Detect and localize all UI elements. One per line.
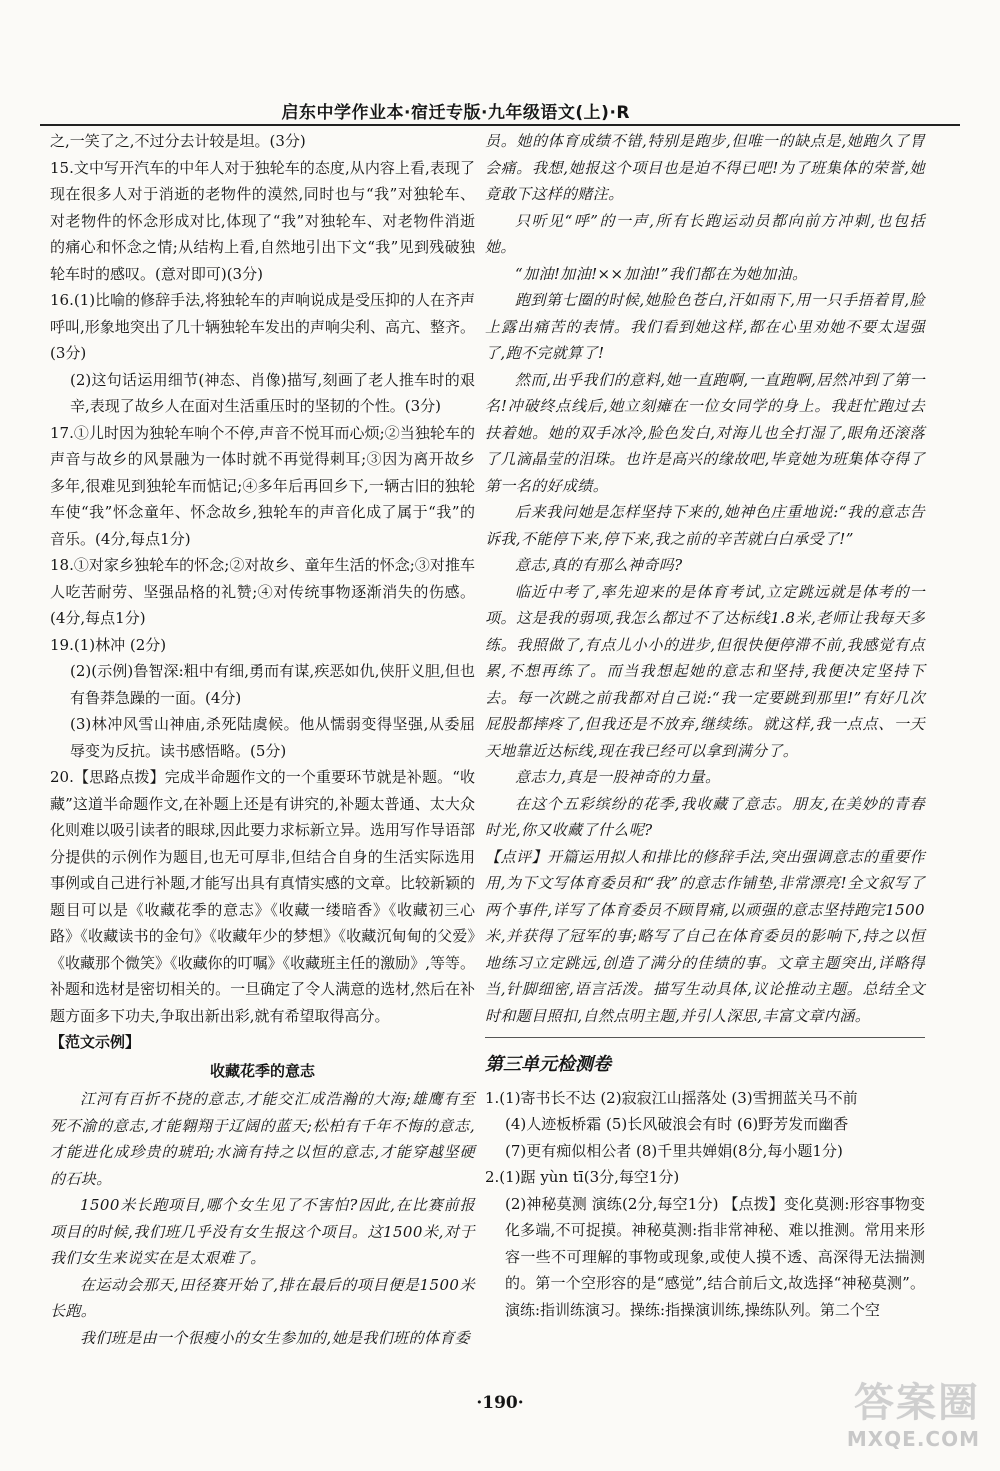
- essay-paragraph: 然而,出乎我们的意料,她一直跑啊,一直跑啊,居然冲到了第一名!冲破终点线后,她立刻瘫在一位女同学的身上。我赶忙跑过去扶着她。她的双手冰冷,脸色发白,对海儿也全打湿了,眼角还滚落了几滴晶莹的泪珠。也许是高兴的缘故吧,毕竟她为班集体夺得了第一名的好成绩。: [485, 370, 925, 495]
- essay-paragraph: 在这个五彩缤纷的花季,我收藏了意志。朋友,在美妙的青春时光,你又收藏了什么呢?: [485, 794, 925, 839]
- essay-paragraph: 我们班是由一个很瘦小的女生参加的,她是我们班的体育委: [80, 1328, 471, 1347]
- essay-paragraph: 员。她的体育成绩不错,特别是跑步,但唯一的缺点是,她跑久了胃会痛。我想,她报这个项目也是迫不得已吧!为了班集体的荣誉,她竟敢下这样的赌注。: [485, 132, 925, 203]
- section-title: 第三单元检测卷: [485, 1054, 611, 1075]
- comment: 【点评】开篇运用拟人和排比的修辞手法,突出强调意志的重要作用,为下文写体育委员和“我”的意志作铺垫,非常漂亮!全文叙写了两个事件,详写了体育委员不顾胃痛,以顽强的意志坚持跑完1500米,并获得了冠军的事;略写了自己在体育委员的影响下,持之以恒地练习立定跳远,创造了满分的佳绩的事。文章主题突出,详略得当,针脚细密,语言活泼。描写生动具体,议论推动主题。总结全文时和题目照扣,自然点明主题,并引人深思,丰富文章内涵。: [485, 847, 925, 1025]
- section3-answer: (4)人迹板桥霜 (5)长风破浪会有时 (6)野芳发而幽香: [505, 1115, 849, 1133]
- watermark-url: MXQE.COM: [846, 1427, 980, 1451]
- answer-20: 20.【思路点拨】完成半命题作文的一个重要环节就是补题。“收藏”这道半命题作文,在补题上还是有讲究的,补题太普通、太大众化则难以吸引读者的眼球,因此要力求标新立异。选用写作导语部分提供的示例作为题目,也无可厚非,但结合自身的生活实际选用事例或自己进行补题,才能写出具有真情实感的文章。比较新颖的题目可以是《收藏花季的意志》《收藏一缕暗香》《收藏初三心路》《收藏读书的金句》《收藏年少的梦想》《收藏沉甸甸的父爱》《收藏那个微笑》《收藏你的叮嘱》《收藏班主任的激励》,等等。补题和选材是密切相关的。一旦确定了令人满意的选材,然后在补题方面多下功夫,争取出新出彩,就有希望取得高分。: [50, 768, 475, 1025]
- watermark-logo: [820, 1371, 980, 1451]
- essay-paragraph: “加油!加油!××加油!”我们都在为她加油。: [515, 264, 808, 283]
- essay-paragraph: 后来我问她是怎样坚持下来的,她神色庄重地说:“我的意志告诉我,不能停下来,停下来,我之前的辛苦就白白承受了!”: [485, 503, 925, 548]
- left-column: [50, 128, 475, 1351]
- answer-16-2: (2)这句话运用细节(神态、肖像)描写,刻画了老人推车时的艰辛,表现了故乡人在面对生活重压时的坚韧的个性。(3分): [70, 370, 475, 415]
- header-title: 启东中学作业本·宿迁专版·九年级语文(上)·R: [281, 103, 630, 123]
- section3-answer: 2.(1)踞 yùn tī(3分,每空1分): [485, 1168, 680, 1186]
- essay-title: 收藏花季的意志: [209, 1061, 315, 1080]
- section-divider: [485, 1037, 925, 1038]
- essay-paragraph: 1500米长跑项目,哪个女生见了不害怕?因此,在比赛前报项目的时候,我们班几乎没有女生报这个项目。这1500米,对于我们女生来说实在是太艰难了。: [50, 1196, 475, 1267]
- section3-answer: 1.(1)寄书长不达 (2)寂寂江山摇落处 (3)雪拥蓝关马不前: [485, 1088, 858, 1107]
- essay-paragraph: 意志,真的有那么神奇吗?: [515, 556, 683, 574]
- answer-19-3: (3)林冲风雪山神庙,杀死陆虞候。他从懦弱变得坚强,从委屈辱变为反抗。读书感悟略。(5分): [70, 715, 475, 760]
- essay-paragraph: 临近中考了,率先迎来的是体育考试,立定跳远就是体考的一项。这是我的弱项,我怎么都过不了达标线1.8米,老师让我每天多练。我照做了,有点儿小小的进步,但很快便停滞不前,我感觉有点累,不想再练了。而当我想起她的意志和坚持,我便决定坚持下去。每一次跳之前我都对自己说:“我一定要跳到那里!”有好几次屁股都摔疼了,但我还是不放弃,继续练。就这样,我一点点、一天天地靠近达标线,现在我已经可以拿到满分了。: [485, 582, 925, 760]
- watermark-text: 答案圈: [854, 1380, 980, 1426]
- answer-15: 15.文中写开汽车的中年人对于独轮车的态度,从内容上看,表现了现在很多人对于消逝的老物件的漠然,同时也与“我”对独轮车、对老物件的怀念形成对比,体现了“我”对独轮车、对老物件消逝的痛心和怀念之情;从结构上看,自然地引出下文“我”见到残破独轮车时的感叹。(意对即可)(3分): [50, 158, 475, 283]
- answer-17: 17.①儿时因为独轮车响个不停,声音不悦耳而心烦;②当独轮车的声音与故乡的风景融为一体时就不再觉得刺耳;③因为离开故乡多年,很难见到独轮车而惦记;④多年后再回乡下,一辆古旧的独轮车使“我”怀念童年、怀念故乡,独轮车的声音化成了属于“我”的音乐。(4分,每点1分): [50, 423, 475, 548]
- answer-16-1: 16.(1)比喻的修辞手法,将独轮车的声响说成是受压抑的人在齐声呼叫,形象地突出了几十辆独轮车发出的声响尖利、高亢、整齐。(3分): [50, 291, 475, 362]
- essay-paragraph: 在运动会那天,田径赛开始了,排在最后的项目便是1500米长跑。: [50, 1275, 475, 1320]
- section3-answer: (7)更有痴似相公者 (8)千里共婵娟(8分,每小题1分): [505, 1141, 843, 1160]
- answer-19-1: 19.(1)林冲 (2分): [50, 635, 167, 654]
- essay-label: 【范文示例】: [50, 1033, 141, 1051]
- essay-paragraph: 只听见“呼”的一声,所有长跑运动员都向前方冲刺,也包括她。: [485, 211, 925, 256]
- essay-paragraph: 意志力,真是一股神奇的力量。: [515, 768, 721, 786]
- answer-18: 18.①对家乡独轮车的怀念;②对故乡、童年生活的怀念;③对推车人吃苦耐劳、坚强品格的礼赞;④对传统事物逐渐消失的伤感。(4分,每点1分): [50, 556, 475, 627]
- page-number: ·190·: [476, 1393, 524, 1413]
- section3-answer: (2)神秘莫测 演练(2分,每空1分) 【点拨】变化莫测:形容事物变化多端,不可捉摸。神秘莫测:指非常神秘、难以推测。常用来形容一些不可理解的事物或现象,或使人摸不透、高深得无法揣测的。第一个空形容的是“感觉”,结合前后文,故选择“神秘莫测”。演练:指训练演习。操练:指操演训练,操练队列。第二个空: [505, 1194, 925, 1319]
- essay-paragraph: 跑到第七圈的时候,她脸色苍白,汗如雨下,用一只手捂着胃,脸上露出痛苦的表情。我们看到她这样,都在心里劝她不要太逞强了,跑不完就算了!: [485, 291, 925, 362]
- answer-text: 之,一笑了之,不过分去计较是坦。(3分): [50, 132, 306, 150]
- page-header: [40, 98, 960, 126]
- right-column: [485, 128, 925, 1323]
- essay-paragraph: 江河有百折不挠的意志,才能交汇成浩瀚的大海;雄鹰有至死不渝的意志,才能翱翔于辽阔的蓝天;松柏有千年不悔的意志,才能进化成珍贵的琥珀;水滴有持之以恒的意志,才能穿越坚硬的石块。: [50, 1090, 475, 1188]
- answer-19-2: (2)(示例)鲁智深:粗中有细,勇而有谋,疾恶如仇,侠肝义胆,但也有鲁莽急躁的一面。(4分): [70, 662, 475, 707]
